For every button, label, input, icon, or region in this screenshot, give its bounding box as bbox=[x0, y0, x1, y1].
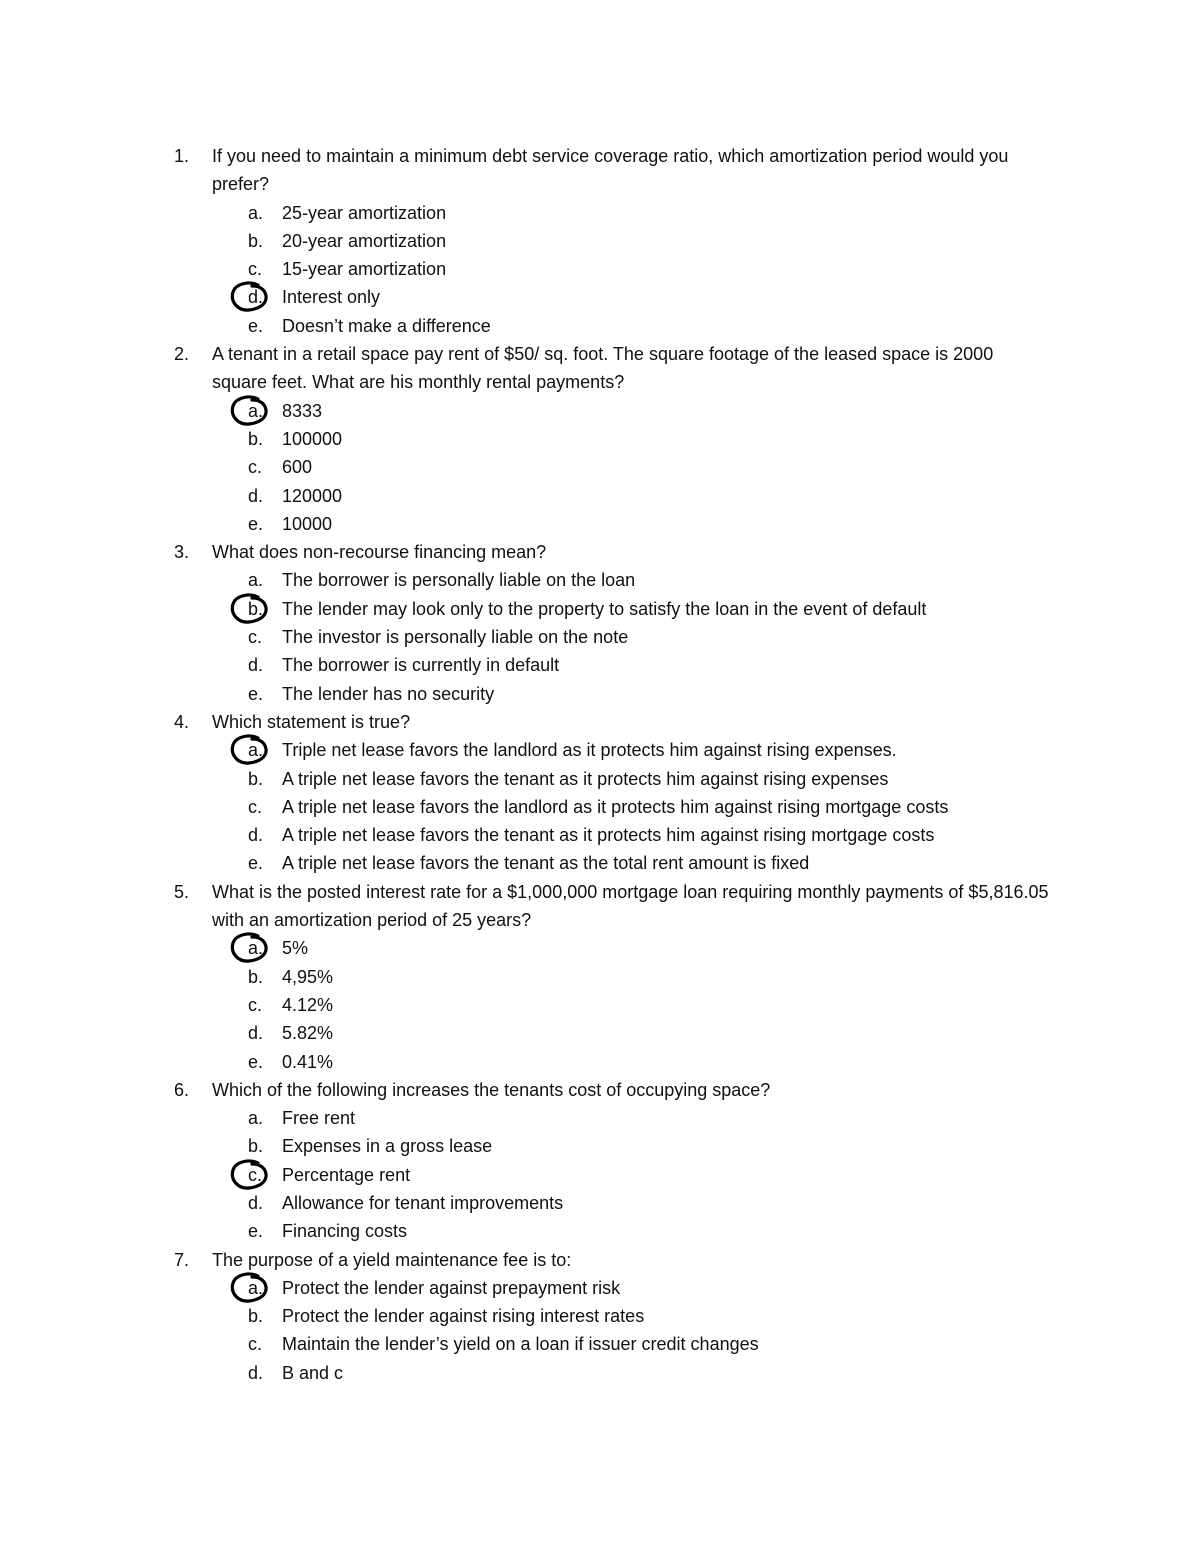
question-text: If you need to maintain a minimum debt service coverage ratio, which amortization period would you prefer? bbox=[212, 146, 1009, 195]
answer-option bbox=[0, 510, 1050, 538]
option-letter: e. bbox=[248, 1051, 264, 1072]
option-list bbox=[212, 199, 1050, 340]
answer-option bbox=[0, 991, 1050, 1019]
answer-option bbox=[0, 1330, 1050, 1358]
answer-option bbox=[0, 1161, 1050, 1189]
question-number: 6. bbox=[174, 1079, 190, 1100]
option-letter: a. bbox=[248, 740, 264, 761]
question-text: The purpose of a yield maintenance fee is to: bbox=[212, 1249, 572, 1270]
option-text: 4.12% bbox=[282, 994, 334, 1015]
option-letter: c. bbox=[248, 796, 263, 817]
answer-option bbox=[0, 595, 1050, 623]
option-letter: c. bbox=[248, 994, 263, 1015]
answer-option bbox=[0, 1019, 1050, 1047]
option-text: 15-year amortization bbox=[282, 259, 447, 280]
option-list bbox=[212, 934, 1050, 1075]
question-number: 7. bbox=[174, 1249, 190, 1270]
option-text: The investor is personally liable on the note bbox=[282, 627, 629, 648]
answer-option bbox=[0, 765, 1050, 793]
option-text: A triple net lease favors the tenant as it protects him against rising mortgage costs bbox=[282, 825, 935, 846]
answer-option bbox=[0, 1048, 1050, 1076]
option-list bbox=[212, 1274, 1050, 1387]
option-letter: a. bbox=[248, 202, 264, 223]
answer-option bbox=[0, 482, 1050, 510]
question-number: 5. bbox=[174, 881, 190, 902]
option-letter: e. bbox=[248, 513, 264, 534]
option-letter: d. bbox=[248, 655, 264, 676]
option-letter: b. bbox=[248, 1306, 264, 1327]
option-text: A triple net lease favors the tenant as the total rent amount is fixed bbox=[282, 853, 810, 874]
option-letter: e. bbox=[248, 853, 264, 874]
option-letter: d. bbox=[248, 1023, 264, 1044]
option-text: 25-year amortization bbox=[282, 202, 447, 223]
option-letter: e. bbox=[248, 683, 264, 704]
option-letter: a. bbox=[248, 400, 264, 421]
option-letter: b. bbox=[248, 768, 264, 789]
question-3 bbox=[0, 538, 1200, 708]
option-list bbox=[212, 566, 1050, 707]
answer-option bbox=[0, 1302, 1050, 1330]
answer-option bbox=[0, 736, 1050, 764]
option-letter: d. bbox=[248, 287, 264, 308]
option-text: The borrower is personally liable on the loan bbox=[282, 570, 636, 591]
question-6 bbox=[0, 1076, 1200, 1246]
answer-option bbox=[0, 821, 1050, 849]
option-letter: a. bbox=[248, 570, 264, 591]
option-text: The lender has no security bbox=[282, 683, 495, 704]
option-text: 4,95% bbox=[282, 966, 334, 987]
option-text: 5% bbox=[282, 938, 309, 959]
question-4 bbox=[0, 708, 1200, 878]
option-text: Expenses in a gross lease bbox=[282, 1136, 493, 1157]
option-text: 0.41% bbox=[282, 1051, 334, 1072]
option-letter: d. bbox=[248, 825, 264, 846]
question-number: 3. bbox=[174, 542, 190, 563]
option-letter: b. bbox=[248, 598, 264, 619]
option-letter: d. bbox=[248, 1192, 264, 1213]
option-text: Maintain the lender’s yield on a loan if issuer credit changes bbox=[282, 1334, 759, 1355]
answer-option bbox=[0, 566, 1050, 594]
question-text: What is the posted interest rate for a $1,000,000 mortgage loan requiring monthly payments of $5,816.05 with an amortization period of 25 years? bbox=[212, 881, 1049, 931]
answer-option bbox=[0, 1274, 1050, 1302]
option-text: 20-year amortization bbox=[282, 230, 447, 251]
option-text: A triple net lease favors the tenant as it protects him against rising expenses bbox=[282, 768, 889, 789]
option-list bbox=[212, 397, 1050, 538]
option-letter: a. bbox=[248, 1108, 264, 1129]
option-text: A triple net lease favors the landlord as it protects him against rising mortgage costs bbox=[282, 796, 949, 817]
question-2 bbox=[0, 340, 1200, 538]
answer-option bbox=[0, 283, 1050, 311]
answer-option bbox=[0, 312, 1050, 340]
answer-option bbox=[0, 793, 1050, 821]
question-7 bbox=[0, 1246, 1200, 1387]
option-letter: a. bbox=[248, 938, 264, 959]
question-text: Which statement is true? bbox=[212, 711, 411, 732]
option-text: 100000 bbox=[282, 428, 343, 449]
option-letter: e. bbox=[248, 1221, 264, 1242]
option-letter: c. bbox=[248, 259, 263, 280]
option-list bbox=[212, 736, 1050, 877]
option-text: 120000 bbox=[282, 485, 343, 506]
option-text: 8333 bbox=[282, 400, 323, 421]
option-letter: c. bbox=[248, 457, 263, 478]
answer-option bbox=[0, 623, 1050, 651]
answer-option bbox=[0, 934, 1050, 962]
answer-option bbox=[0, 1104, 1050, 1132]
option-letter: c. bbox=[248, 627, 263, 648]
question-number: 4. bbox=[174, 711, 190, 732]
option-text: 10000 bbox=[282, 513, 333, 534]
option-text: Allowance for tenant improvements bbox=[282, 1192, 564, 1213]
option-text: 600 bbox=[282, 457, 313, 478]
question-list bbox=[0, 142, 1200, 1387]
option-letter: c. bbox=[248, 1164, 263, 1185]
question-number: 2. bbox=[174, 344, 190, 365]
answer-option bbox=[0, 453, 1050, 481]
option-letter: c. bbox=[248, 1334, 263, 1355]
answer-option bbox=[0, 680, 1050, 708]
question-number: 1. bbox=[174, 146, 190, 166]
option-text: Doesn’t make a difference bbox=[282, 315, 491, 336]
option-letter: a. bbox=[248, 1277, 264, 1298]
option-text: Triple net lease favors the landlord as it protects him against rising expenses. bbox=[282, 740, 897, 761]
option-text: Free rent bbox=[282, 1108, 356, 1129]
option-letter: b. bbox=[248, 230, 264, 251]
option-letter: d. bbox=[248, 1362, 264, 1383]
option-letter: b. bbox=[248, 428, 264, 449]
question-text: Which of the following increases the tenants cost of occupying space? bbox=[212, 1079, 771, 1100]
option-letter: b. bbox=[248, 966, 264, 987]
option-text: Financing costs bbox=[282, 1221, 408, 1242]
option-letter: d. bbox=[248, 485, 264, 506]
answer-option bbox=[0, 227, 1050, 255]
question-text: What does non-recourse financing mean? bbox=[212, 542, 547, 563]
option-text: Protect the lender against prepayment risk bbox=[282, 1277, 621, 1298]
option-text: B and c bbox=[282, 1362, 344, 1383]
option-text: Protect the lender against rising interest rates bbox=[282, 1306, 645, 1327]
option-text: Interest only bbox=[282, 287, 381, 308]
answer-option bbox=[0, 651, 1050, 679]
answer-option bbox=[0, 1359, 1050, 1387]
answer-option bbox=[0, 963, 1050, 991]
answer-option bbox=[0, 199, 1050, 227]
answer-option bbox=[0, 849, 1050, 877]
answer-option bbox=[0, 1132, 1050, 1160]
option-text: 5.82% bbox=[282, 1023, 334, 1044]
answer-option bbox=[0, 1217, 1050, 1245]
question-1 bbox=[0, 142, 1200, 340]
answer-option bbox=[0, 397, 1050, 425]
question-5 bbox=[0, 878, 1200, 1076]
option-letter: e. bbox=[248, 315, 264, 336]
question-text: A tenant in a retail space pay rent of $50/ sq. foot. The square footage of the leased space is 2000 square feet. What are his monthly rental payments? bbox=[212, 344, 994, 393]
option-text: Percentage rent bbox=[282, 1164, 411, 1185]
answer-option bbox=[0, 1189, 1050, 1217]
option-list bbox=[212, 1104, 1050, 1245]
option-text: The borrower is currently in default bbox=[282, 655, 560, 676]
answer-option bbox=[0, 425, 1050, 453]
answer-option bbox=[0, 255, 1050, 283]
option-text: The lender may look only to the property to satisfy the loan in the event of default bbox=[282, 598, 927, 619]
option-letter: b. bbox=[248, 1136, 264, 1157]
